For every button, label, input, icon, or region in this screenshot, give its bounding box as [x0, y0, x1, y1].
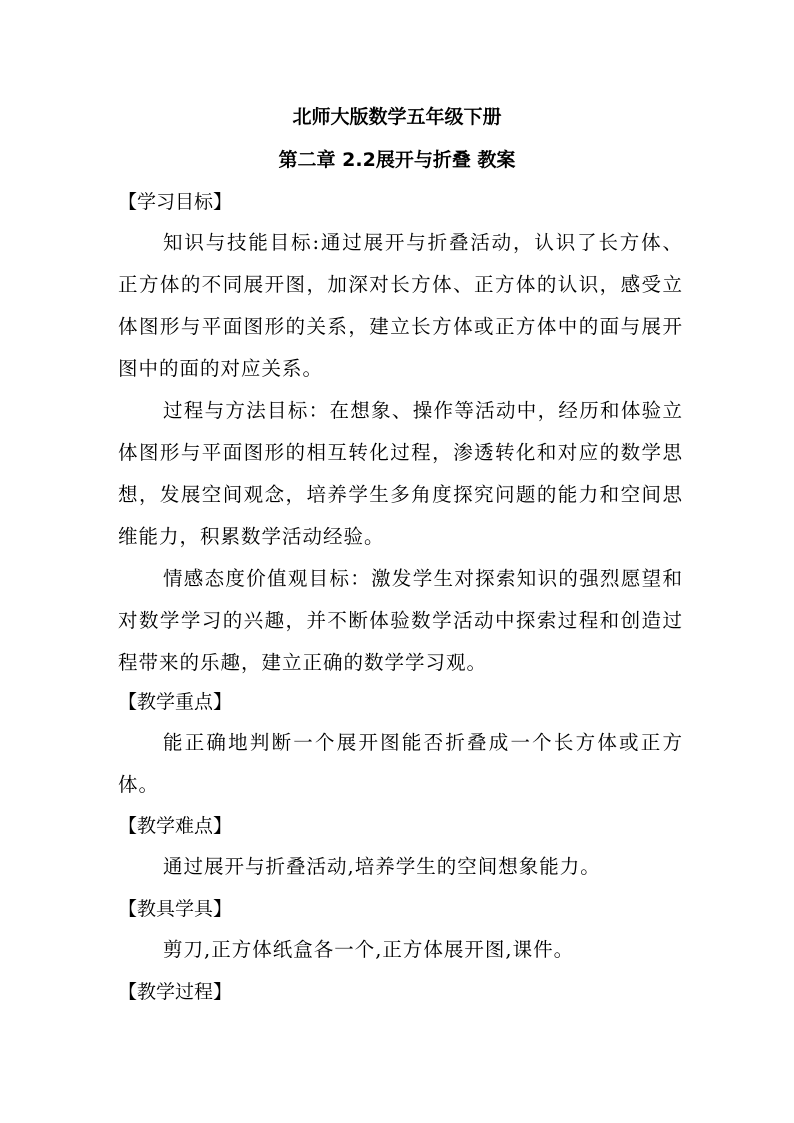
key-points-paragraph: 能正确地判断一个展开图能否折叠成一个长方体或正方体。 [118, 731, 683, 796]
objective-paragraph-knowledge: 知识与技能目标:通过展开与折叠活动，认识了长方体、正方体的不同展开图，加深对长方体、正方体的认识，感受立体图形与平面图形的关系，建立长方体或正方体中的面与展开图中的面的对应关系。 [118, 231, 683, 380]
objective-paragraph-emotion: 情感态度价值观目标：激发学生对探索知识的强烈愿望和对数学学习的兴趣，并不断体验数学活动中探索过程和创造过程带来的乐趣，建立正确的数学学习观。 [118, 567, 683, 674]
section-heading-tools: 【教具学具】 [118, 898, 233, 920]
document-subtitle: 第二章 2.2展开与折叠 教案 [278, 149, 516, 171]
section-heading-key-points: 【教学重点】 [118, 691, 233, 713]
section-heading-process: 【教学过程】 [118, 981, 233, 1003]
tools-paragraph: 剪刀,正方体纸盒各一个,正方体展开图,课件。 [163, 938, 575, 961]
objective-paragraph-process: 过程与方法目标：在想象、操作等活动中，经历和体验立体图形与平面图形的相互转化过程，渗透转化和对应的数学思想，发展空间观念，培养学生多角度探究问题的能力和空间思维能力，积累数学活动经验。 [118, 399, 683, 548]
section-heading-objectives: 【学习目标】 [118, 191, 233, 213]
difficulties-paragraph: 通过展开与折叠活动,培养学生的空间想象能力。 [163, 855, 601, 878]
document-title: 北师大版数学五年级下册 [292, 106, 502, 128]
section-heading-difficulties: 【教学难点】 [118, 815, 233, 837]
